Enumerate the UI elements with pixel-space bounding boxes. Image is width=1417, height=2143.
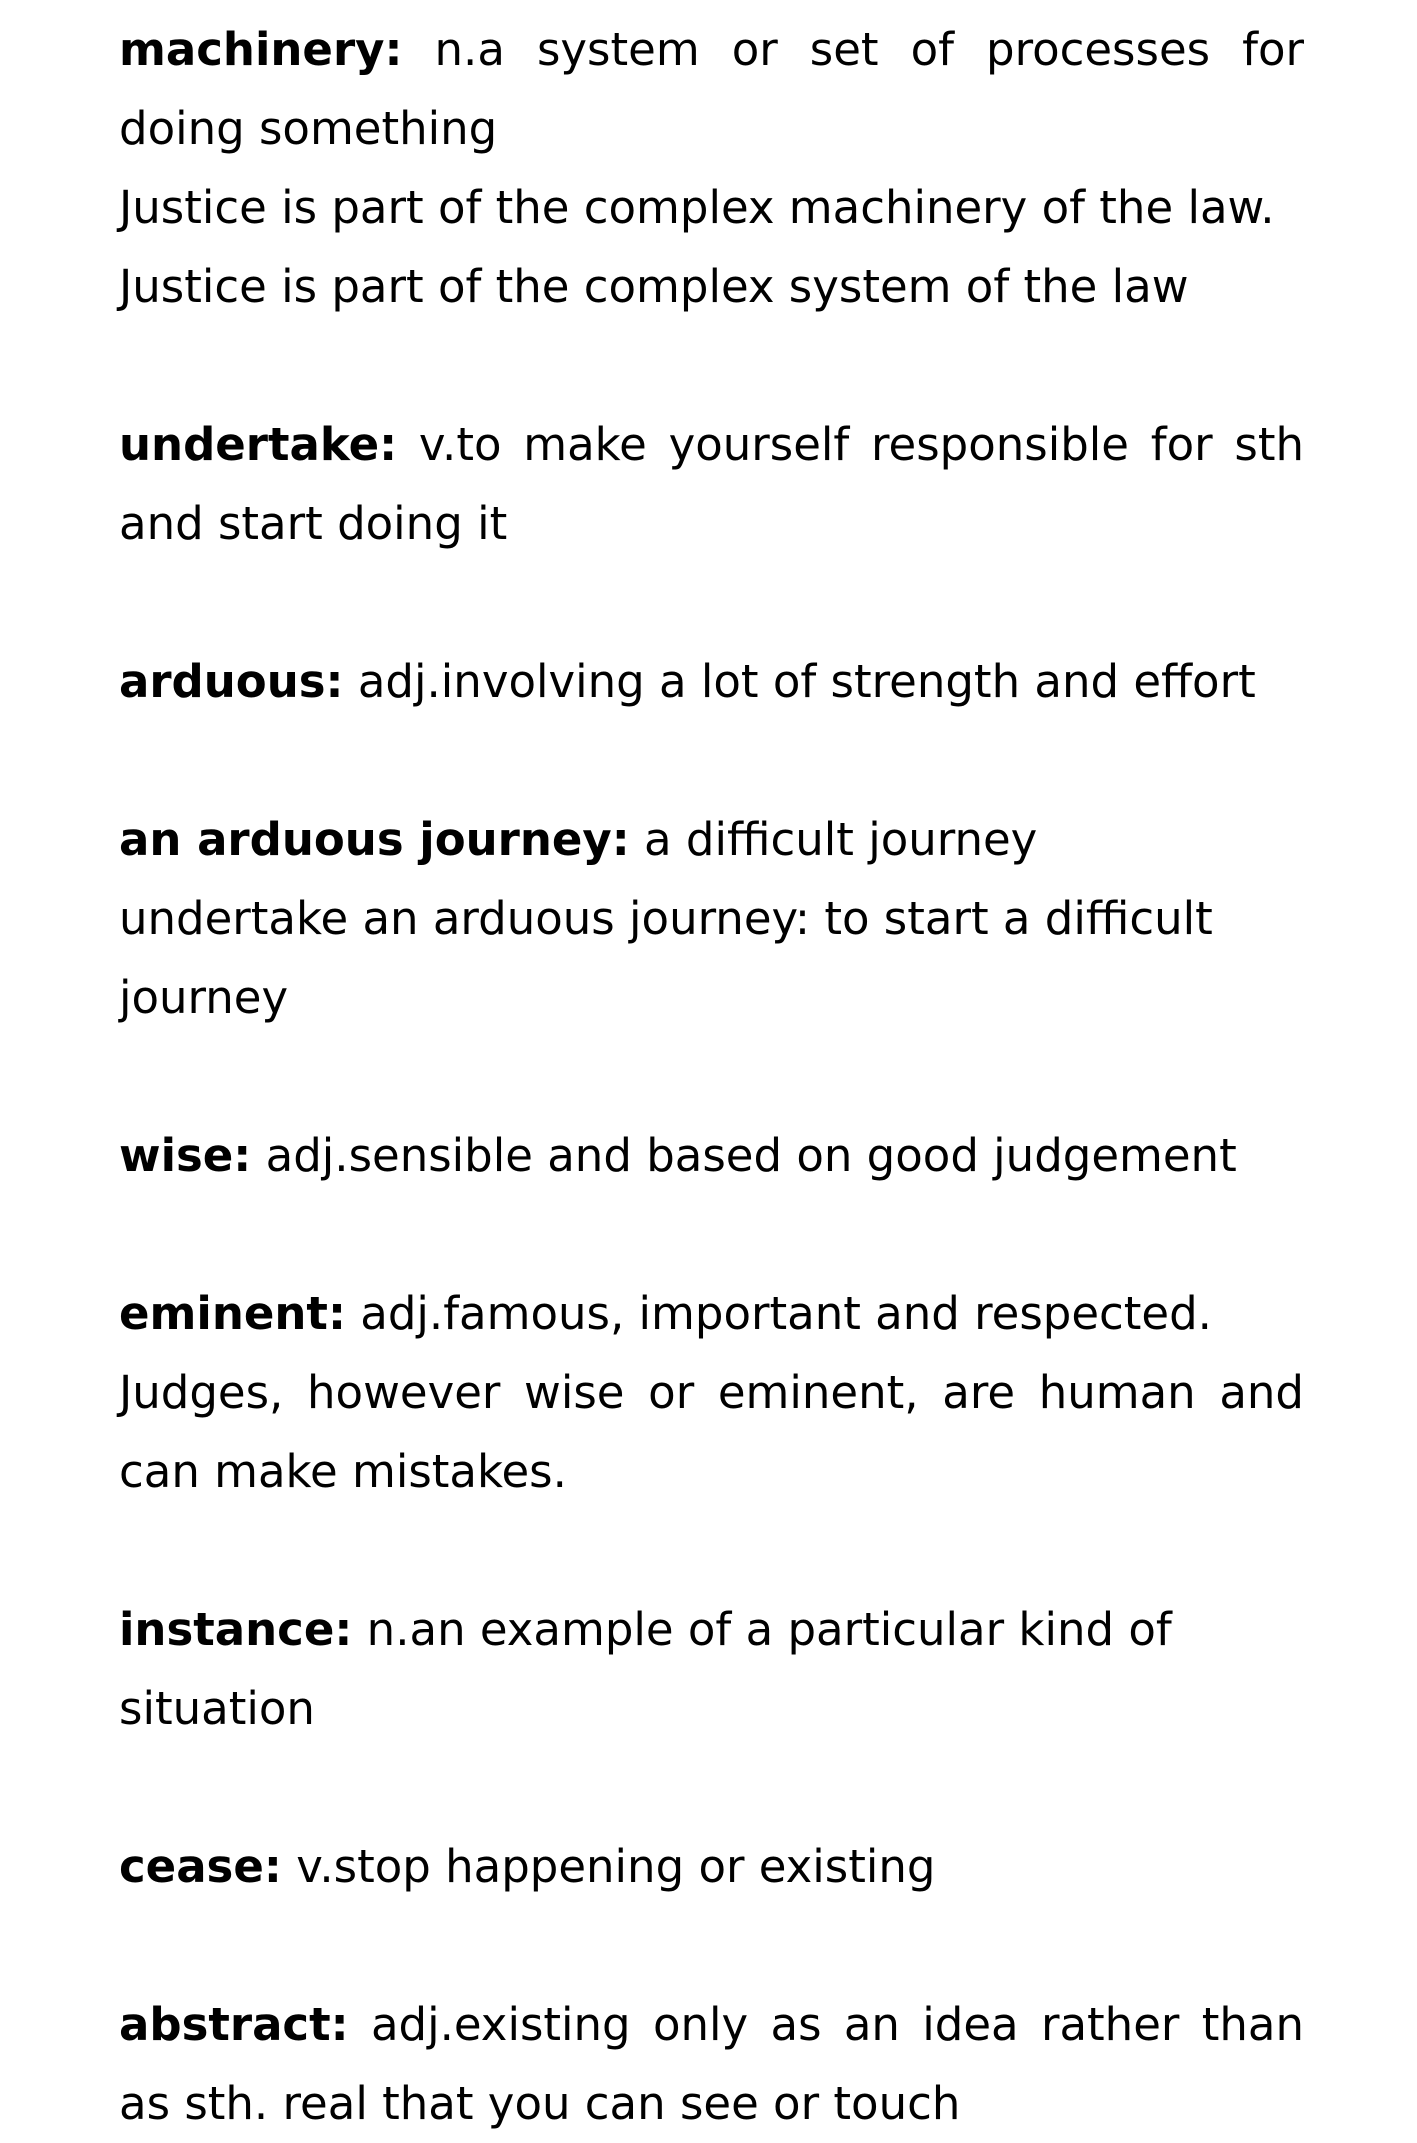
term-label: an arduous journey: [119, 813, 630, 866]
definition-line [119, 1116, 1304, 1195]
vocabulary-notes-page [119, 10, 1304, 2143]
definition-line [119, 405, 1304, 563]
definition-text: v.stop happening or existing [296, 1840, 936, 1893]
definition-text: n.an example of a particular kind of situation [119, 1603, 1172, 1735]
vocab-entry-undertake [119, 405, 1304, 563]
example-sentence: undertake an arduous journey: to start a difficult journey [119, 892, 1213, 1024]
vocab-entry-instance [119, 1590, 1304, 1748]
definition-line [119, 1590, 1304, 1748]
vocab-entry-arduous [119, 642, 1304, 721]
definition-text: n.a system or set of processes for doing something [119, 23, 1304, 155]
definition-text: a difficult journey [644, 813, 1038, 866]
term-label: arduous: [119, 655, 344, 708]
example-sentence: Justice is part of the complex system of the law [119, 260, 1189, 313]
example-sentence: Justice is part of the complex machinery of the law. [119, 181, 1275, 234]
definition-text: adj.involving a lot of strength and effort [357, 655, 1256, 708]
vocab-entry-cease [119, 1827, 1304, 1906]
definition-line [119, 800, 1304, 879]
vocab-entry-wise [119, 1116, 1304, 1195]
definition-text: adj.famous, important and respected. [360, 1287, 1212, 1340]
definition-line [119, 10, 1304, 168]
term-label: instance: [119, 1603, 353, 1656]
vocab-entry-an-arduous-journey [119, 800, 1304, 1037]
definition-line [119, 1827, 1304, 1906]
definition-line [119, 1985, 1304, 2143]
definition-text: adj.existing only as an idea rather than as sth. real that you can see or touch [119, 1998, 1304, 2130]
definition-text: v.to make yourself responsible for sth and start doing it [119, 418, 1305, 550]
definition-line [119, 642, 1304, 721]
definition-line [119, 1274, 1304, 1353]
vocab-entry-eminent [119, 1274, 1304, 1511]
vocab-entry-abstract [119, 1985, 1304, 2143]
example-sentence: Judges, however wise or eminent, are human and can make mistakes. [119, 1366, 1304, 1498]
term-label: cease: [119, 1840, 282, 1893]
vocab-entry-machinery [119, 10, 1304, 326]
term-label: eminent: [119, 1287, 346, 1340]
term-label: machinery: [119, 23, 403, 76]
term-label: abstract: [119, 1998, 349, 2051]
term-label: wise: [119, 1129, 252, 1182]
definition-text: adj.sensible and based on good judgement [265, 1129, 1237, 1182]
term-label: undertake: [119, 418, 398, 471]
